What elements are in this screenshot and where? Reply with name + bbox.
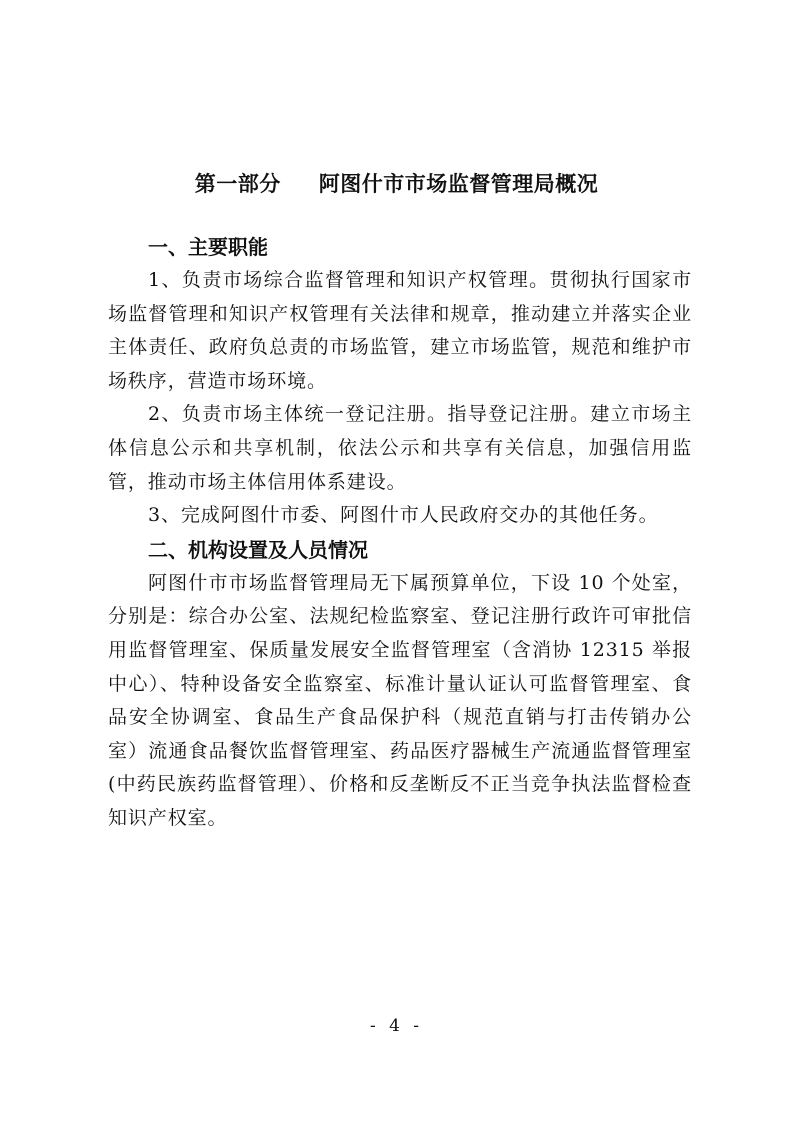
document-body bbox=[108, 230, 692, 836]
paragraph-function-2: 2、负责市场主体统一登记注册。指导登记注册。建立市场主体信息公示和共享机制，依法公示和共享有关信息，加强信用监管，推动市场主体信用体系建设。 bbox=[108, 403, 692, 493]
section-heading-functions: 一、主要职能 bbox=[148, 235, 268, 259]
paragraph-organization: 阿图什市市场监督管理局无下属预算单位，下设 10 个处室，分别是：综合办公室、法规纪检监察室、登记注册行政许可审批信用监督管理室、保质量发展安全监督管理室（含消协 12315 举报中心）、特种设备安全监察室、标准计量认证认可监督管理室、食品安全协调室、食品生产食品保护科（规范直销与打击传销办公室）流通食品餐饮监督管理室、药品医疗器械生产流通监督管理室(中药民族药监督管理）、价格和反垄断反不正当竞争执法监督检查知识产权室。 bbox=[108, 571, 692, 829]
paragraph-function-3: 3、完成阿图什市委、阿图什市人民政府交办的其他任务。 bbox=[148, 504, 659, 527]
section-heading-organization: 二、机构设置及人员情况 bbox=[148, 537, 368, 562]
paragraph-function-1: 1、负责市场综合监督管理和知识产权管理。贯彻执行国家市场监督管理和知识产权管理有关法律和规章，推动建立并落实企业主体责任、政府负总责的市场监管，建立市场监管，规范和维护市场秩序，营造市场环境。 bbox=[108, 269, 692, 392]
title-part: 第一部分 bbox=[194, 172, 281, 196]
page-number: - 4 - bbox=[369, 1016, 424, 1036]
page-title bbox=[0, 168, 793, 198]
title-name: 阿图什市市场监督管理局概况 bbox=[318, 172, 599, 196]
